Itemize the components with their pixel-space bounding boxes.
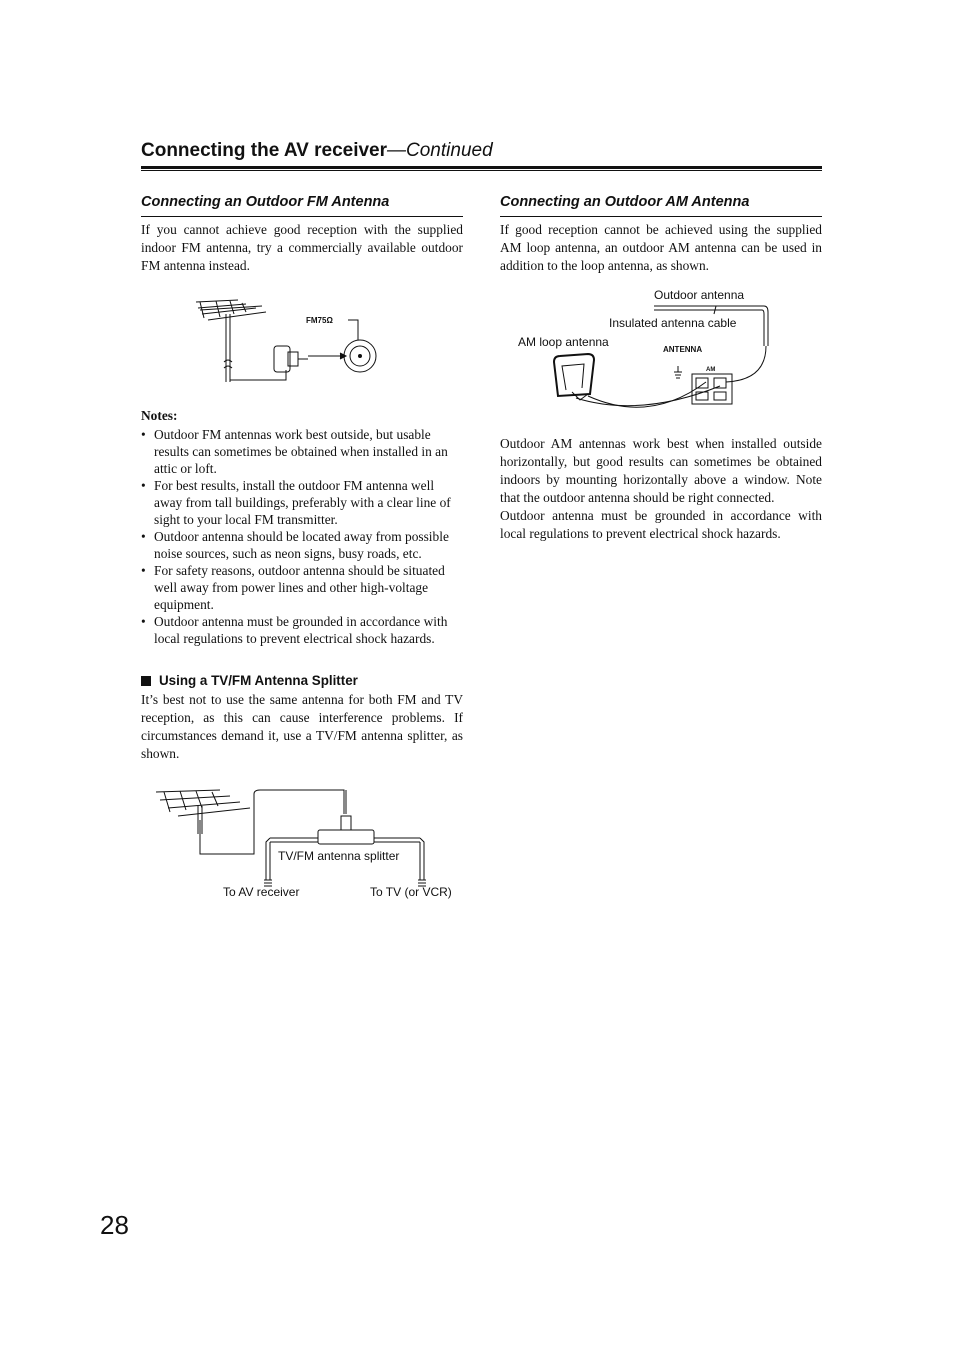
splitter-heading-text: Using a TV/FM Antenna Splitter (159, 673, 358, 688)
note-item: • Outdoor antenna must be grounded in accordance with local regulations to prevent electrical shock hazards. (141, 613, 463, 647)
fm-section-title: Connecting an Outdoor FM Antenna (141, 194, 390, 210)
splitter-heading (141, 673, 358, 688)
am-body-text-1: Outdoor AM antennas work best when installed outside horizontally, but good results can sometimes be obtained indoors by mounting horizontally above a window. Note that the outdoor antenna should be right connected. (500, 436, 822, 505)
am-section-title: Connecting an Outdoor AM Antenna (500, 194, 750, 210)
am-section-rule (500, 216, 822, 217)
fm75-terminal-label: FM75Ω (306, 316, 333, 325)
header-rule (141, 166, 822, 169)
am-intro-text: If good reception cannot be achieved using the supplied AM loop antenna, an outdoor AM antenna can be used in addition to the loop antenna, as shown. (500, 222, 822, 273)
am-terminal-label: AM (706, 367, 716, 373)
to-tv-label: To TV (or VCR) (370, 885, 452, 899)
notes-list (141, 426, 463, 647)
notes-heading: Notes: (141, 408, 178, 423)
am-antenna-diagram (510, 284, 780, 419)
header-rule-thin (141, 170, 822, 171)
antenna-terminal-label: ANTENNA (663, 345, 703, 354)
header-title-text: Connecting the AV receiver (141, 140, 388, 161)
page-header-title (141, 140, 493, 162)
header-continued: —Continued (387, 140, 493, 161)
to-av-receiver-label: To AV receiver (223, 885, 300, 899)
splitter-text: It’s best not to use the same antenna for both FM and TV reception, as this can cause interference problems. If circumstances demand it, use a TV/FM antenna splitter, as shown. (141, 692, 463, 761)
page-number: 28 (100, 1210, 129, 1240)
note-item: • Outdoor antenna should be located away from possible noise sources, such as neon signs, busy roads, etc. (141, 528, 463, 562)
fm-antenna-diagram (190, 292, 390, 392)
fm-section-rule (141, 216, 463, 217)
square-bullet-icon (141, 676, 151, 686)
insulated-cable-label: Insulated antenna cable (609, 316, 737, 330)
note-item: • For safety reasons, outdoor antenna should be situated well away from power lines and other high-voltage equipment. (141, 562, 463, 613)
am-loop-antenna-label: AM loop antenna (518, 335, 609, 349)
outdoor-antenna-label: Outdoor antenna (654, 288, 745, 302)
am-body-text-2: Outdoor antenna must be grounded in accordance with local regulations to prevent electrical shock hazards. (500, 508, 822, 541)
splitter-diagram (150, 780, 470, 905)
note-item: • Outdoor FM antennas work best outside, but usable results can sometimes be obtained when installed in an attic or loft. (141, 426, 463, 477)
splitter-label: TV/FM antenna splitter (278, 849, 400, 863)
note-item: • For best results, install the outdoor FM antenna well away from tall buildings, preferably with a clear line of sight to your local FM transmitter. (141, 477, 463, 528)
fm-intro-text: If you cannot achieve good reception with the supplied indoor FM antenna, try a commercially available outdoor FM antenna instead. (141, 222, 463, 273)
